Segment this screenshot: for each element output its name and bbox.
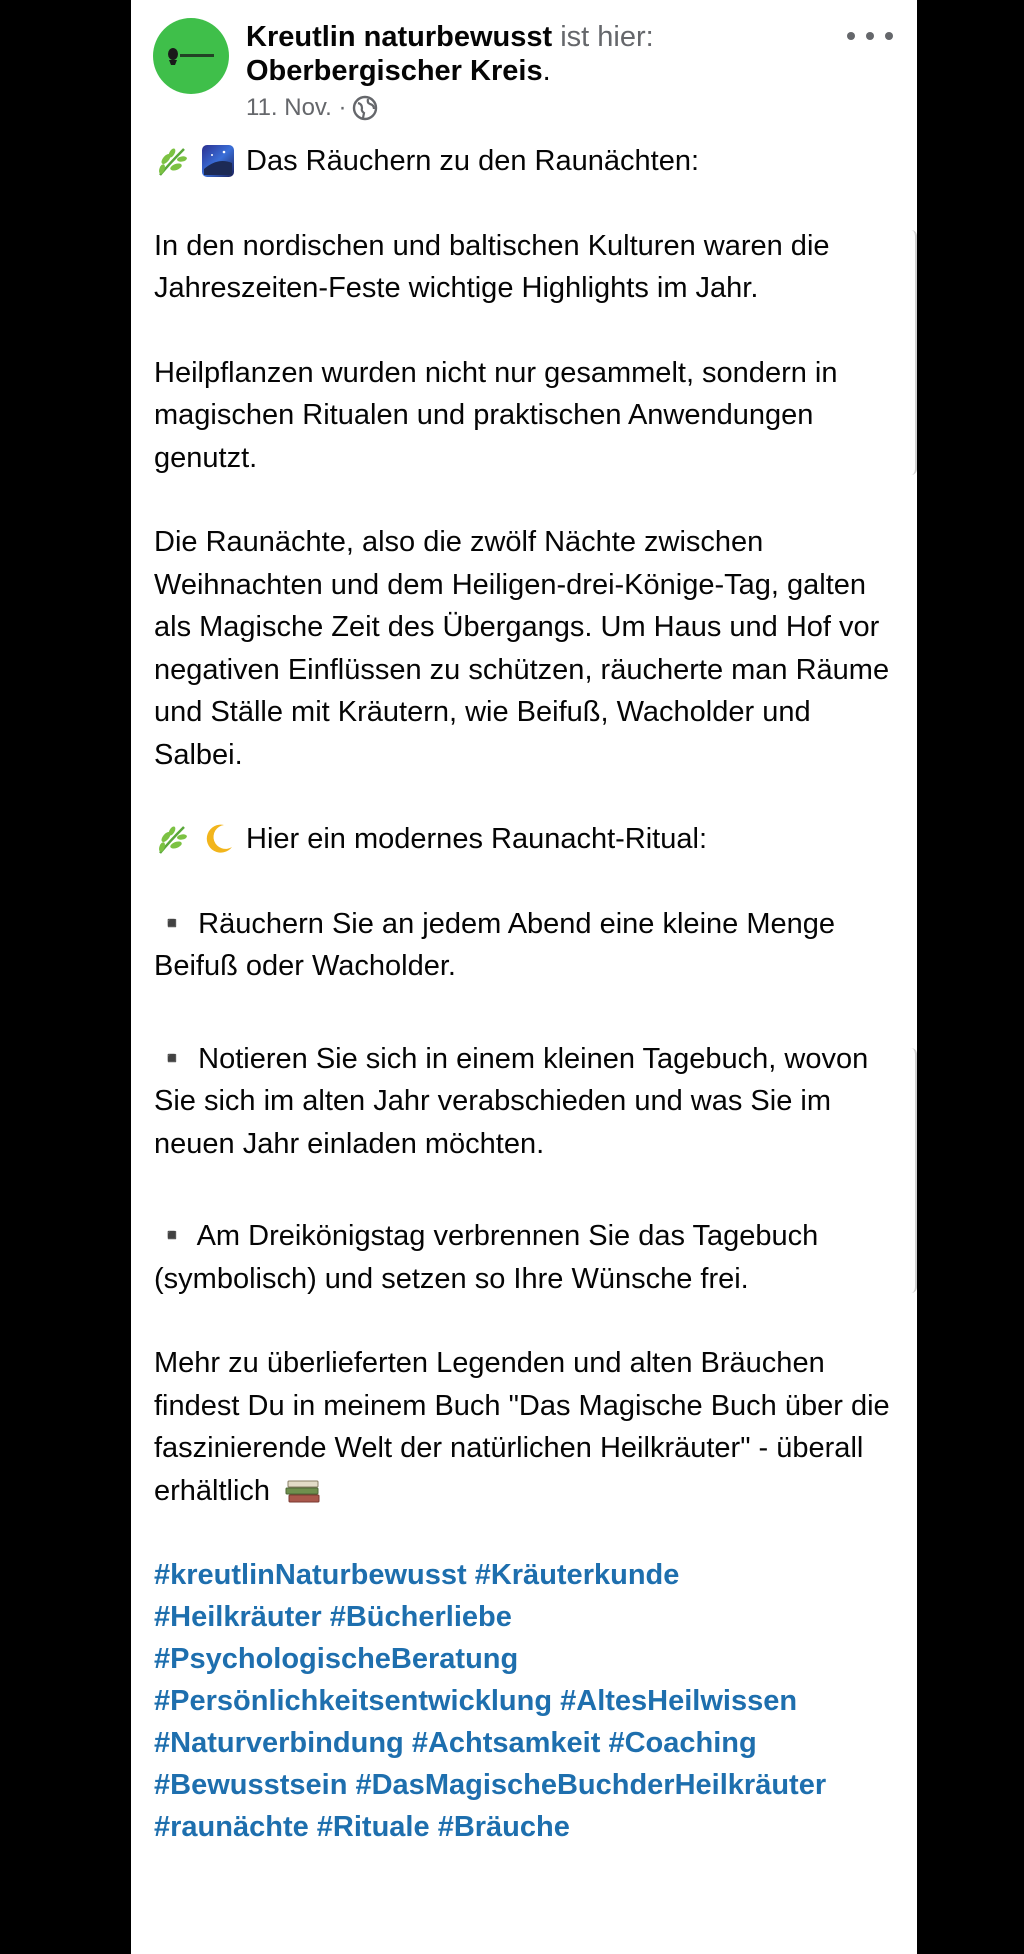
closing-text: Mehr zu überlieferten Legenden und alten Bräuchen findest Du in meinem Buch "Das Magische Buch über die faszinierende Welt der natürlichen Heilkräuter" - überall erhältlich bbox=[154, 1347, 890, 1507]
post-title: Das Räuchern zu den Raunächten: bbox=[246, 145, 700, 177]
post-body bbox=[154, 140, 894, 1848]
author-name[interactable]: Kreutlin naturbewusst bbox=[246, 21, 553, 53]
night-sky-icon bbox=[200, 143, 236, 179]
hashtag[interactable]: #Bräuche bbox=[437, 1811, 570, 1843]
ritual-heading: Hier ein modernes Raunacht-Ritual: bbox=[246, 823, 707, 855]
hashtag[interactable]: #Kräuterkunde bbox=[474, 1559, 680, 1591]
herb-icon bbox=[154, 143, 190, 179]
scroll-indicator[interactable] bbox=[909, 230, 917, 475]
herb-icon bbox=[154, 821, 190, 857]
author-line bbox=[246, 18, 654, 56]
hashtag[interactable]: #Naturverbindung bbox=[154, 1727, 404, 1759]
scroll-indicator-lower[interactable] bbox=[909, 1048, 917, 1293]
hashtag[interactable]: #PsychologischeBeratung bbox=[154, 1643, 519, 1675]
checkin-text: ist hier: bbox=[552, 21, 654, 53]
hashtag[interactable]: #Persönlichkeitsentwicklung bbox=[154, 1685, 553, 1717]
ritual-item: ▪️ Notieren Sie sich in einem kleinen Tagebuch, wovon Sie sich im alten Jahr verabschieden und was Sie im neuen Jahr einladen möchten. bbox=[154, 1042, 869, 1160]
paragraph-cultures: In den nordischen und baltischen Kulturen waren die Jahreszeiten-Feste wichtige Highlights im Jahr. bbox=[154, 229, 830, 304]
hashtag[interactable]: #kreutlinNaturbewusst bbox=[154, 1559, 467, 1591]
hashtag-block bbox=[154, 1554, 894, 1848]
location-name[interactable]: Oberbergischer Kreis bbox=[246, 55, 543, 87]
hashtag-line bbox=[154, 1722, 894, 1764]
closing-paragraph bbox=[154, 1342, 894, 1512]
hashtag[interactable]: #Achtsamkeit bbox=[411, 1727, 601, 1759]
globe-icon bbox=[352, 95, 378, 121]
paragraph-herbs: Heilpflanzen wurden nicht nur gesammelt, sondern in magischen Ritualen und praktischen Anwendungen genutzt. bbox=[154, 356, 838, 474]
hashtag[interactable]: #AltesHeilwissen bbox=[560, 1685, 798, 1717]
hashtag-line bbox=[154, 1680, 894, 1722]
post-screen bbox=[131, 0, 917, 1954]
post-title-line bbox=[154, 140, 894, 183]
location-line bbox=[246, 52, 551, 90]
ritual-heading-line bbox=[154, 818, 894, 861]
hashtag[interactable]: #Rituale bbox=[316, 1811, 430, 1843]
brand-logo-icon bbox=[165, 46, 217, 66]
hashtag[interactable]: #Heilkräuter bbox=[154, 1601, 322, 1633]
hashtag[interactable]: #raunächte bbox=[154, 1811, 309, 1843]
hashtag-line bbox=[154, 1596, 894, 1638]
more-options-icon[interactable] bbox=[847, 22, 893, 50]
post-date[interactable]: 11. Nov. · bbox=[246, 94, 347, 121]
hashtag[interactable]: #Bewusstsein bbox=[154, 1769, 348, 1801]
avatar[interactable] bbox=[153, 18, 229, 94]
hashtag[interactable]: #Coaching bbox=[608, 1727, 757, 1759]
books-icon bbox=[284, 1477, 322, 1507]
hashtag[interactable]: #DasMagischeBuchderHeilkräuter bbox=[355, 1769, 827, 1801]
location-suffix: . bbox=[542, 55, 551, 87]
crescent-moon-icon bbox=[200, 821, 236, 857]
ritual-item: ▪️ Am Dreikönigstag verbrennen Sie das Tagebuch (symbolisch) und setzen so Ihre Wünsche frei. bbox=[154, 1220, 819, 1295]
post-header bbox=[153, 18, 893, 128]
hashtag-line bbox=[154, 1638, 894, 1680]
post-meta bbox=[246, 92, 378, 124]
paragraph-raunaechte: Die Raunächte, also die zwölf Nächte zwischen Weihnachten und dem Heiligen-drei-Könige-Tag, galten als Magische Zeit des Übergangs. Um Haus und Hof vor negativen Einflüssen zu schützen, räucherte man Räume und Ställe mit Kräutern, wie Beifuß, Wacholder und Salbei. bbox=[154, 526, 890, 771]
hashtag-line bbox=[154, 1764, 894, 1806]
hashtag[interactable]: #Bücherliebe bbox=[329, 1601, 512, 1633]
hashtag-line bbox=[154, 1806, 894, 1848]
ritual-item: ▪️ Räuchern Sie an jedem Abend eine kleine Menge Beifuß oder Wacholder. bbox=[154, 907, 835, 982]
hashtag-line bbox=[154, 1554, 894, 1596]
